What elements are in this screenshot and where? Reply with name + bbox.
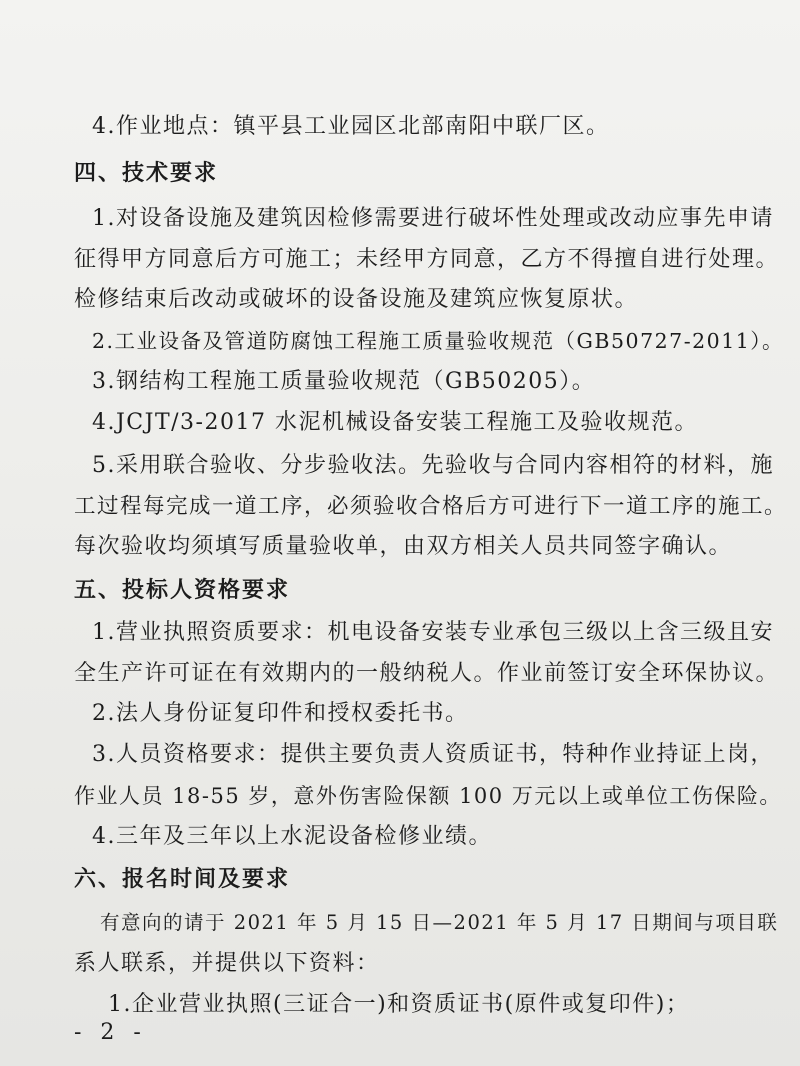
- paragraph-line: 3.钢结构工程施工质量验收规范（GB50205）。: [92, 369, 596, 394]
- work-location-line: 4.作业地点：镇平县工业园区北部南阳中联厂区。: [92, 114, 610, 139]
- paragraph-line: 4.JCJT/3-2017 水泥机械设备安装工程施工及验收规范。: [92, 410, 698, 435]
- paragraph-line: 2.法人身份证复印件和授权委托书。: [92, 701, 469, 726]
- section-heading-registration: 六、报名时间及要求: [74, 866, 291, 892]
- page-number: - 2 -: [74, 1020, 147, 1045]
- paragraph-line: 全生产许可证在有效期内的一般纳税人。作业前签订安全环保协议。: [74, 661, 780, 686]
- section-heading-bidder-qualifications: 五、投标人资格要求: [74, 577, 291, 603]
- section-heading-technical-requirements: 四、技术要求: [74, 160, 219, 186]
- paragraph-line: 3.人员资格要求：提供主要负责人资质证书，特种作业持证上岗，: [92, 742, 774, 767]
- paragraph-line: 作业人员 18-55 岁，意外伤害险保额 100 万元以上或单位工伤保险。: [74, 784, 782, 808]
- paragraph-line: 检修结束后改动或破坏的设备设施及建筑应恢复原状。: [74, 287, 639, 312]
- paragraph-line: 4.三年及三年以上水泥设备检修业绩。: [92, 824, 492, 849]
- paragraph-line: 1.企业营业执照(三证合一)和资质证书(原件或复印件)；: [108, 992, 690, 1017]
- paragraph-line: 1.对设备设施及建筑因检修需要进行破坏性处理或改动应事先申请: [92, 206, 774, 231]
- paragraph-line: 有意向的请于 2021 年 5 月 15 日—2021 年 5 月 17 日期间与项目联: [100, 911, 779, 934]
- paragraph-line: 每次验收均须填写质量验收单，由双方相关人员共同签字确认。: [74, 534, 733, 559]
- paragraph-line: 征得甲方同意后方可施工；未经甲方同意，乙方不得擅自进行处理。: [74, 247, 780, 272]
- paragraph-line: 2.工业设备及管道防腐蚀工程施工质量验收规范（GB50727-2011）。: [92, 329, 785, 353]
- paragraph-line: 工过程每完成一道工序，必须验收合格后方可进行下一道工序的施工。: [74, 494, 788, 519]
- paragraph-line: 1.营业执照资质要求：机电设备安装专业承包三级以上含三级且安: [92, 620, 774, 645]
- paragraph-line: 5.采用联合验收、分步验收法。先验收与合同内容相符的材料，施: [92, 453, 774, 478]
- paragraph-line: 系人联系，并提供以下资料：: [74, 951, 380, 976]
